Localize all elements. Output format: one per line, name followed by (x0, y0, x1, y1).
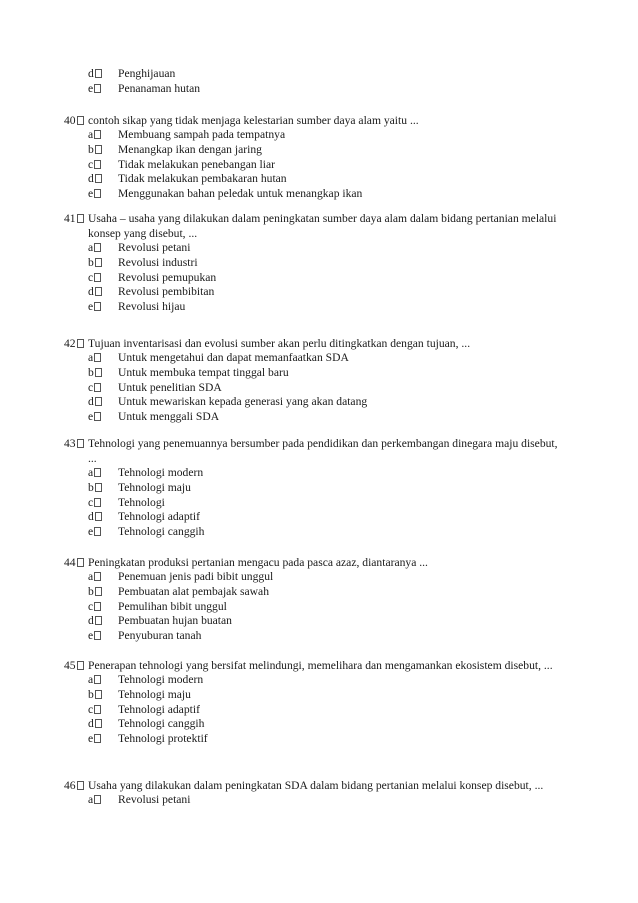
question-40 (64, 113, 564, 202)
option-text: Penyuburan tanah (118, 629, 202, 643)
missing-glyph-icon (95, 483, 102, 492)
question-text: Peningkatan produksi pertanian mengacu pada pasca azaz, diantaranya ... (88, 556, 428, 569)
option-text: Tidak melakukan penebangan liar (118, 157, 276, 171)
question-number: 45 (64, 659, 76, 672)
missing-glyph-icon (77, 781, 84, 790)
option (88, 629, 564, 644)
question-46 (64, 778, 564, 808)
missing-glyph-icon (95, 512, 102, 521)
question-text: Usaha – usaha yang dilakukan dalam peningkatan sumber daya alam dalam bidang pertanian melalui konsep yang disebut, ... (88, 212, 557, 240)
option-letter: c (88, 157, 94, 171)
option (88, 614, 564, 629)
option-letter: a (88, 128, 94, 141)
option-letter: d (88, 395, 94, 409)
missing-glyph-icon (94, 527, 101, 536)
missing-glyph-icon (95, 69, 102, 78)
option-list (88, 351, 564, 425)
option-letter: e (88, 732, 94, 746)
option-text: Tehnologi maju (118, 480, 191, 494)
option-letter: c (88, 270, 94, 284)
option-letter: a (88, 466, 94, 479)
option-letter: b (88, 255, 94, 269)
option-text: Tehnologi modern (118, 466, 204, 479)
missing-glyph-icon (77, 116, 84, 125)
question-44 (64, 555, 564, 644)
option-text: Revolusi hijau (118, 300, 186, 314)
question-42 (64, 336, 564, 425)
option (88, 793, 564, 808)
missing-glyph-icon (94, 243, 101, 252)
option (88, 496, 564, 511)
option-text: Untuk mewariskan kepada generasi yang akan datang (118, 395, 368, 409)
question-43 (64, 436, 564, 540)
option (88, 381, 564, 396)
option-text: Revolusi industri (118, 255, 198, 269)
option (88, 256, 564, 271)
option (88, 351, 564, 366)
option (88, 66, 588, 81)
option (88, 158, 564, 173)
missing-glyph-icon (94, 383, 101, 392)
option (88, 300, 564, 315)
option-text: Penanaman hutan (118, 82, 201, 95)
option-letter: b (88, 584, 94, 598)
option (88, 241, 564, 256)
missing-glyph-icon (94, 412, 101, 421)
missing-glyph-icon (95, 616, 102, 625)
option (88, 732, 564, 747)
missing-glyph-icon (77, 439, 84, 448)
option (88, 128, 564, 143)
option-text: Tehnologi maju (118, 687, 191, 701)
missing-glyph-icon (77, 661, 84, 670)
question-45 (64, 658, 564, 747)
option-text: Menggunakan bahan peledak untuk menangkap ikan (118, 187, 363, 201)
option-letter: b (88, 365, 94, 379)
question-number: 40 (64, 114, 76, 127)
missing-glyph-icon (95, 287, 102, 296)
option-list (88, 673, 564, 747)
option-text: Revolusi pembibitan (118, 285, 215, 299)
option-letter: d (88, 172, 94, 186)
option-letter: c (88, 495, 94, 509)
missing-glyph-icon (95, 258, 102, 267)
option-letter: e (88, 300, 94, 314)
missing-glyph-icon (95, 397, 102, 406)
option (88, 410, 564, 425)
option (88, 717, 564, 732)
missing-glyph-icon (77, 339, 84, 348)
option (88, 366, 564, 381)
option-letter: e (88, 187, 94, 201)
missing-glyph-icon (94, 353, 101, 362)
option-letter: c (88, 702, 94, 716)
option-text: Menangkap ikan dengan jaring (118, 142, 262, 156)
option-letter: a (88, 570, 94, 583)
option-letter: a (88, 793, 94, 806)
missing-glyph-icon (94, 302, 101, 311)
option-letter: c (88, 380, 94, 394)
missing-glyph-icon (77, 214, 84, 223)
option (88, 172, 564, 187)
option-list (88, 793, 564, 808)
option-letter: b (88, 142, 94, 156)
option-letter: b (88, 480, 94, 494)
option-letter: c (88, 599, 94, 613)
question-text: contoh sikap yang tidak menjaga kelestarian sumber daya alam yaitu ... (88, 114, 419, 127)
option-letter: a (88, 351, 94, 364)
missing-glyph-icon (94, 189, 101, 198)
option-text: Untuk mengetahui dan dapat memanfaatkan SDA (118, 351, 349, 364)
missing-glyph-icon (94, 675, 101, 684)
option-text: Pemulihan bibit unggul (118, 599, 227, 613)
option-list (88, 466, 564, 540)
missing-glyph-icon (94, 160, 101, 169)
option-letter: d (88, 67, 94, 80)
missing-glyph-icon (94, 468, 101, 477)
missing-glyph-icon (94, 734, 101, 743)
option-letter: d (88, 614, 94, 628)
option (88, 600, 564, 615)
option-letter: b (88, 687, 94, 701)
missing-glyph-icon (95, 587, 102, 596)
question-text: Tujuan inventarisasi dan evolusi sumber akan perlu ditingkatkan dengan tujuan, ... (88, 337, 471, 350)
question-number: 44 (64, 556, 76, 569)
missing-glyph-icon (95, 174, 102, 183)
missing-glyph-icon (77, 558, 84, 567)
question-text: Usaha yang dilakukan dalam peningkatan SDA dalam bidang pertanian melalui konsep disebut, ... (88, 779, 544, 792)
option (88, 143, 564, 158)
missing-glyph-icon (95, 368, 102, 377)
option (88, 510, 564, 525)
question-text: Penerapan tehnologi yang bersifat melindungi, memelihara dan mengamankan ekosistem disebut, ... (88, 659, 553, 672)
option-letter: d (88, 717, 94, 731)
option-text: Untuk penelitian SDA (118, 380, 222, 394)
option (88, 285, 564, 300)
missing-glyph-icon (94, 795, 101, 804)
missing-glyph-icon (94, 498, 101, 507)
missing-glyph-icon (94, 572, 101, 581)
option (88, 466, 564, 481)
option-text: Tehnologi canggih (118, 717, 205, 731)
option-letter: e (88, 410, 94, 424)
question-number: 46 (64, 779, 76, 792)
option-text: Pembuatan hujan buatan (118, 614, 232, 628)
option-text: Untuk membuka tempat tinggal baru (118, 365, 289, 379)
option-letter: e (88, 525, 94, 539)
option-text: Tehnologi adaptif (118, 510, 200, 524)
option (88, 585, 564, 600)
option-text: Tehnologi modern (118, 673, 204, 686)
option-letter: d (88, 285, 94, 299)
missing-glyph-icon (94, 705, 101, 714)
option (88, 673, 564, 688)
missing-glyph-icon (94, 84, 101, 93)
option-text: Tehnologi canggih (118, 525, 205, 539)
missing-glyph-icon (94, 631, 101, 640)
missing-glyph-icon (95, 145, 102, 154)
option (88, 395, 564, 410)
question-number: 43 (64, 437, 76, 450)
option (88, 187, 564, 202)
missing-glyph-icon (94, 130, 101, 139)
option-list (88, 241, 564, 315)
question-number: 41 (64, 212, 76, 225)
option-text: Tidak melakukan pembakaran hutan (118, 172, 287, 186)
option-letter: a (88, 241, 94, 254)
option-text: Tehnologi (118, 495, 165, 509)
option-list (88, 570, 564, 644)
option (88, 81, 588, 96)
option (88, 570, 564, 585)
question-number: 42 (64, 337, 76, 350)
option-text: Pembuatan alat pembajak sawah (118, 584, 269, 598)
option-text: Membuang sampah pada tempatnya (118, 128, 286, 141)
option-text: Revolusi petani (118, 793, 191, 806)
missing-glyph-icon (95, 690, 102, 699)
question-text: Tehnologi yang penemuannya bersumber pada pendidikan dan perkembangan dinegara maju disebut, ... (88, 437, 558, 465)
option-text: Penemuan jenis padi bibit unggul (118, 570, 274, 583)
previous-question-options (88, 66, 588, 96)
option (88, 703, 564, 718)
missing-glyph-icon (94, 602, 101, 611)
option-list (88, 128, 564, 202)
missing-glyph-icon (95, 719, 102, 728)
question-41 (64, 211, 564, 315)
option-text: Tehnologi protektif (118, 732, 208, 746)
option-text: Tehnologi adaptif (118, 702, 200, 716)
option-letter: e (88, 82, 94, 95)
missing-glyph-icon (94, 273, 101, 282)
option-text: Penghijauan (118, 67, 176, 80)
option-text: Revolusi petani (118, 241, 191, 254)
option-letter: a (88, 673, 94, 686)
option-letter: e (88, 629, 94, 643)
option (88, 688, 564, 703)
option (88, 525, 564, 540)
option (88, 481, 564, 496)
option (88, 271, 564, 286)
option-letter: d (88, 510, 94, 524)
option-text: Untuk menggali SDA (118, 410, 220, 424)
option-text: Revolusi pemupukan (118, 270, 217, 284)
